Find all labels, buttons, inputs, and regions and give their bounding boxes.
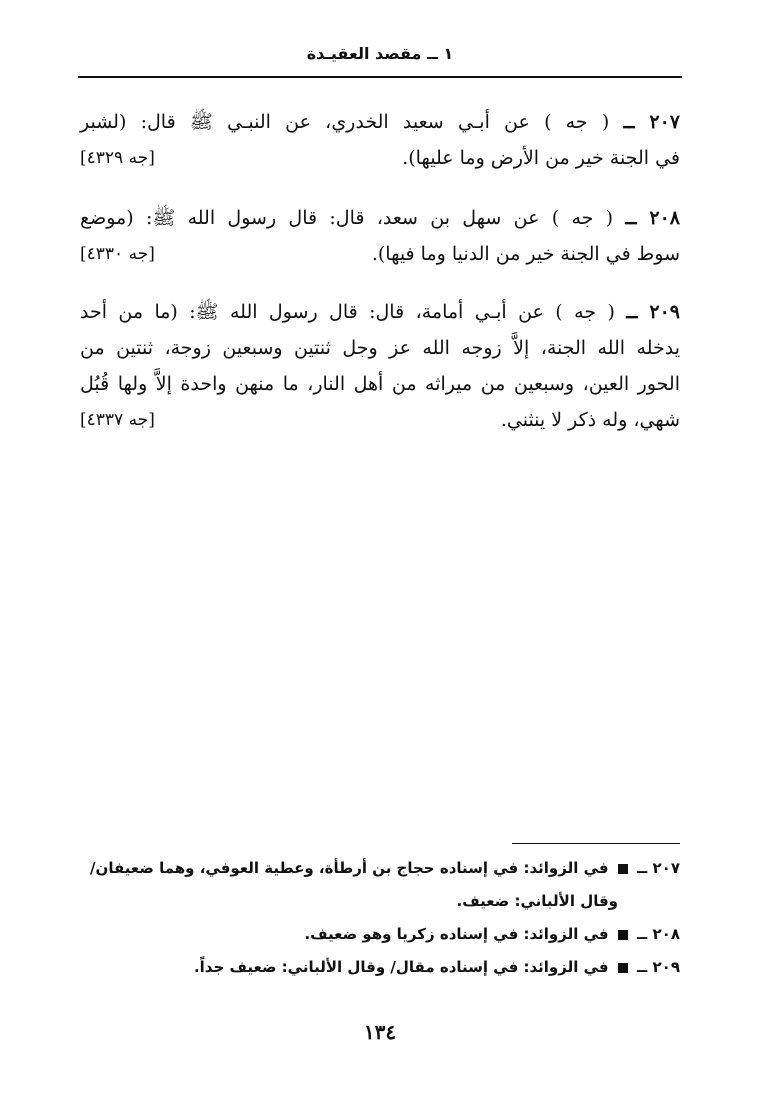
- hadith-line: [80, 236, 680, 272]
- footnote-number: ٢٠٧ ــ: [637, 859, 680, 877]
- source-reference: [جه ٤٣٣٧]: [80, 410, 155, 430]
- square-bullet-icon: [618, 930, 628, 940]
- square-bullet-icon: [618, 963, 628, 973]
- running-title: ١ ــ مقصد العقيـدة: [306, 44, 454, 63]
- square-bullet-icon: [618, 864, 628, 874]
- hadith-line: [80, 366, 680, 402]
- source-reference: [جه ٤٣٣٠]: [80, 244, 155, 264]
- hadith-text: الحور العين، وسبعين من ميراثه من أهل النار، ما منهن واحدة إلاَّ ولها قُبُل: [80, 373, 680, 395]
- hadith-text: ( جه ) عن أبـي أمامة، قال: قال رسول الله ﷺ: (ما من أحد: [80, 301, 615, 323]
- hadith-line: [80, 330, 680, 366]
- header-rule: [78, 76, 682, 78]
- footnote-text: وقال الألباني: ضعيف.: [456, 892, 618, 910]
- hadith-text: سوط في الجنة خير من الدنيا وما فيها).: [371, 243, 680, 265]
- page-number: ١٣٤: [363, 1020, 397, 1044]
- hadith-number: ٢٠٨ ــ: [625, 207, 680, 229]
- footnote-text: في الزوائد: في إسناده حجاج بن أرطأة، وعطية العوفي، وهما ضعيفان/: [90, 859, 609, 877]
- hadith-text: ( جه ) عن أبـي سعيد الخدري، عن النبـي ﷺ قال: (لشبر: [80, 111, 610, 133]
- hadith-text: شهي، وله ذكر لا ينثني.: [500, 409, 680, 431]
- hadith-line: [80, 294, 680, 330]
- footnote-number: ٢٠٩ ــ: [637, 958, 680, 976]
- hadith-line: [80, 200, 680, 236]
- footnote-continuation: [80, 885, 680, 918]
- source-reference: [جه ٤٣٢٩]: [80, 148, 155, 168]
- footnote-text: في الزوائد: في إسناده مقال/ وقال الألباني: ضعيف جداً.: [193, 958, 609, 976]
- footnote: [80, 852, 680, 885]
- footnotes: [80, 852, 680, 984]
- hadith-text: يدخله الله الجنة، إلاَّ زوجه الله عز وجل ثنتين وسبعين زوجة، ثنتين من: [80, 337, 680, 359]
- footnote: [80, 951, 680, 984]
- footnote-text: في الزوائد: في إسناده زكريا وهو ضعيف.: [304, 925, 609, 943]
- hadith-207: [80, 104, 680, 176]
- hadith-209: [80, 294, 680, 438]
- hadith-number: ٢٠٧ ــ: [623, 111, 681, 133]
- hadith-line: [80, 402, 680, 438]
- footnote-rule: [512, 843, 680, 844]
- hadith-text: في الجنة خير من الأرض وما عليها).: [402, 147, 680, 169]
- footnote-number: ٢٠٨ ــ: [637, 925, 680, 943]
- hadith-line: [80, 104, 680, 140]
- hadith-number: ٢٠٩ ــ: [626, 301, 680, 323]
- hadith-line: [80, 140, 680, 176]
- hadith-208: [80, 200, 680, 272]
- hadith-text: ( جه ) عن سهل بن سعد، قال: قال رسول الله ﷺ: (موضع: [80, 207, 614, 229]
- footnote: [80, 918, 680, 951]
